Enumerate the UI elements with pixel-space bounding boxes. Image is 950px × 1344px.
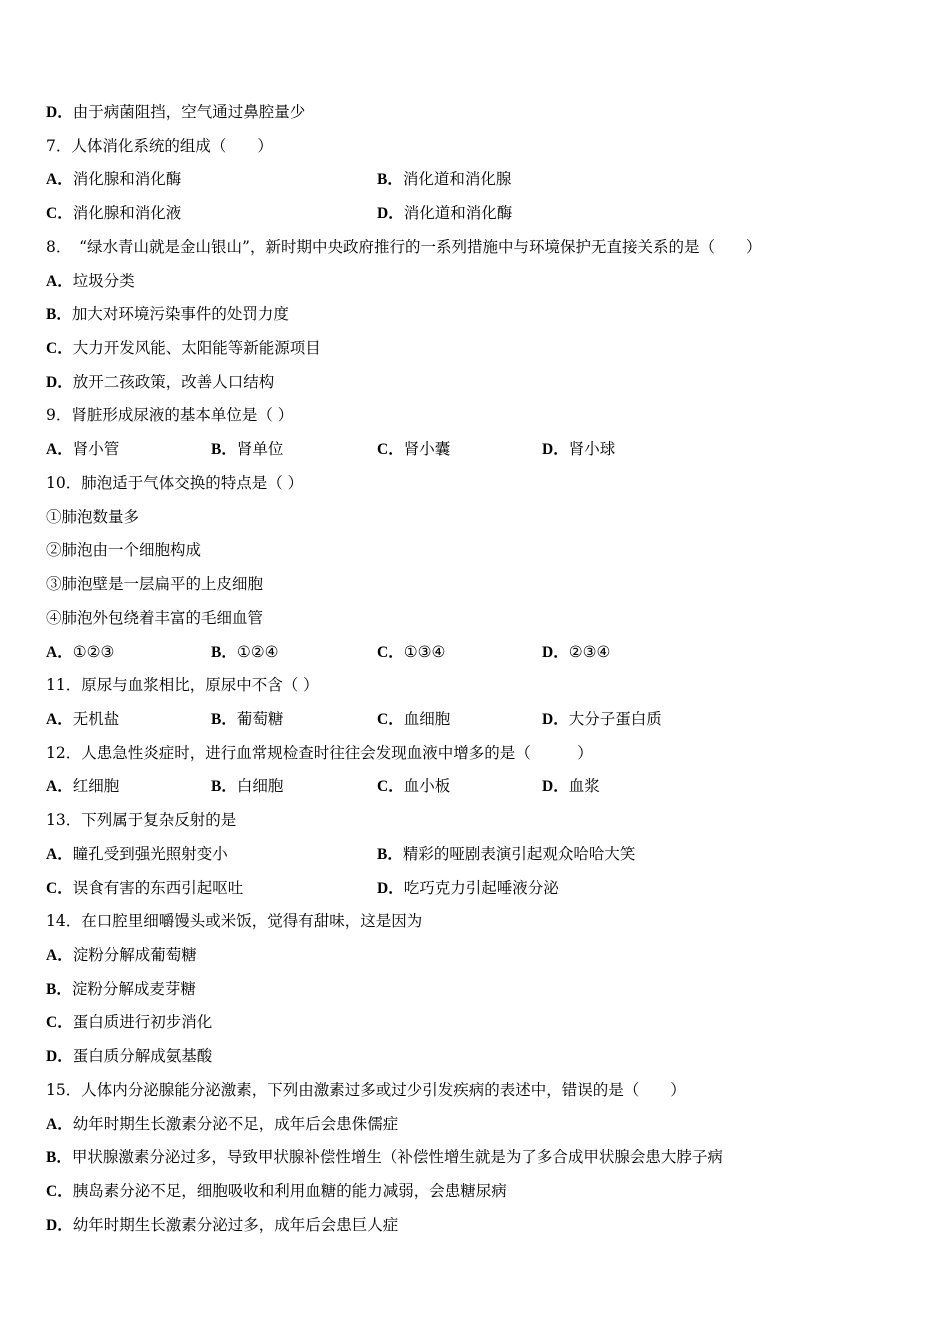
option-label: A． [46,441,73,458]
option-text: 淀粉分解成麦芽糖 [71,980,196,998]
option-text: 消化道和消化腺 [402,170,512,188]
answer-option [46,169,181,190]
option-label: A． [46,273,73,290]
option-label: B． [46,306,72,323]
answer-option [46,709,119,730]
answer-option [542,776,600,797]
option-text: 幼年时期生长激素分泌不足，成年后会患侏儒症 [72,1115,399,1133]
answer-option [46,338,321,359]
option-text: 胰岛素分泌不足，细胞吸收和利用血糖的能力减弱，会患糖尿病 [72,1182,507,1200]
question-stem: 14．在口腔里细嚼馒头或米饭，觉得有甜味，这是因为 [46,912,423,930]
answer-option [46,102,305,123]
option-text: 蛋白质分解成氨基酸 [72,1047,213,1065]
answer-option [46,203,181,224]
option-text: 红细胞 [72,777,120,795]
answer-option [377,439,450,460]
question-stem: 7．人体消化系统的组成（ ） [46,137,273,155]
question-stem: 13．下列属于复杂反射的是 [46,811,237,829]
answer-option [377,776,450,797]
question-text [46,237,761,257]
answer-option [377,203,512,224]
answer-option [542,439,615,460]
answer-option [542,709,662,730]
answer-option [46,979,196,1000]
option-label: A． [46,711,73,728]
option-text: 无机盐 [72,710,120,728]
question-stem: 10．肺泡适于气体交换的特点是（ ） [46,474,304,492]
question-text [46,405,293,425]
question-stem: ④肺泡外包绕着丰富的毛细血管 [46,609,264,627]
option-label: D． [377,205,404,222]
option-label: C． [377,441,404,458]
option-text: ①②③ [72,643,115,661]
answer-option [46,1215,398,1236]
option-text: 消化道和消化酶 [403,204,513,222]
answer-option [46,776,119,797]
question-text [46,574,263,594]
option-label: A． [46,1116,73,1133]
answer-option [377,878,559,899]
answer-option [211,776,283,797]
answer-option [377,709,450,730]
option-label: D． [46,374,73,391]
answer-option [542,642,610,663]
option-label: B． [46,1149,72,1166]
option-text: 肾小囊 [403,440,451,458]
question-stem: ①肺泡数量多 [46,508,140,526]
option-text: 甲状腺激素分泌过多，导致甲状腺补偿性增生（补偿性增生就是为了多合成甲状腺会患大脖子病 [71,1148,723,1166]
option-text: 淀粉分解成葡萄糖 [72,946,197,964]
answer-option [211,642,279,663]
option-label: C． [377,778,404,795]
question-stem: 12．人患急性炎症时，进行血常规检查时往往会发现血液中增多的是（ ） [46,744,593,762]
option-text: 吃巧克力引起唾液分泌 [403,879,559,897]
option-text: 由于病菌阻挡，空气通过鼻腔量少 [72,103,306,121]
option-label: D． [542,778,569,795]
option-text: 肾小管 [72,440,120,458]
option-text: 幼年时期生长激素分泌过多，成年后会患巨人症 [72,1216,399,1234]
option-label: D． [542,441,569,458]
option-label: D． [542,711,569,728]
question-stem: 8． “绿水青山就是金山银山”，新时期中央政府推行的一系列措施中与环境保护无直接关系的是（ ） [46,238,762,256]
option-text: 葡萄糖 [236,710,284,728]
answer-option [377,642,445,663]
answer-option [211,709,283,730]
option-label: C． [46,340,73,357]
question-text [46,675,319,695]
answer-option [46,271,135,292]
answer-option [46,1012,212,1033]
question-text [46,743,593,763]
question-text [46,1080,686,1100]
option-text: ②③④ [568,643,611,661]
option-text: 血小板 [403,777,451,795]
option-label: A． [46,778,73,795]
question-text [46,473,303,493]
option-label: D． [46,1048,73,1065]
question-stem: 15．人体内分泌腺能分泌激素，下列由激素过多或过少引发疾病的表述中，错误的是（ ） [46,1081,686,1099]
answer-option [46,1046,212,1067]
option-label: A． [46,947,73,964]
answer-option [46,304,289,325]
option-text: 精彩的哑剧表演引起观众哈哈大笑 [402,845,636,863]
option-label: B． [211,778,237,795]
option-label: B． [211,441,237,458]
answer-option [46,642,114,663]
option-text: 瞳孔受到强光照射变小 [72,845,228,863]
option-text: 肾小球 [568,440,616,458]
question-text [46,507,139,527]
option-label: A． [46,644,73,661]
option-label: C． [377,644,404,661]
option-label: A． [46,846,73,863]
question-stem: 11．原尿与血浆相比，原尿中不含（ ） [46,676,319,694]
option-text: 大力开发风能、太阳能等新能源项目 [72,339,321,357]
option-label: D． [377,880,404,897]
question-stem: 9．肾脏形成尿液的基本单位是（ ） [46,406,294,424]
option-label: D． [46,1217,73,1234]
answer-option [46,1147,723,1168]
option-label: C． [46,880,73,897]
option-text: 蛋白质进行初步消化 [72,1013,213,1031]
option-text: 垃圾分类 [72,272,135,290]
option-text: 白细胞 [236,777,284,795]
option-label: B． [377,846,403,863]
option-text: 误食有害的东西引起呕吐 [72,879,244,897]
option-label: C． [377,711,404,728]
option-label: C． [46,1014,73,1031]
option-label: B． [46,981,72,998]
option-text: 血浆 [568,777,600,795]
option-label: C． [46,205,73,222]
answer-option [46,878,243,899]
answer-option [46,844,228,865]
option-label: A． [46,171,73,188]
question-text [46,136,273,156]
option-text: 消化腺和消化液 [72,204,182,222]
question-text [46,911,422,931]
option-label: B． [211,711,237,728]
question-stem: ③肺泡壁是一层扁平的上皮细胞 [46,575,264,593]
answer-option [377,844,635,865]
question-text [46,540,201,560]
option-text: 加大对环境污染事件的处罚力度 [71,305,289,323]
option-text: ①③④ [403,643,446,661]
option-label: B． [377,171,403,188]
option-text: 血细胞 [403,710,451,728]
option-text: 肾单位 [236,440,284,458]
answer-option [46,372,274,393]
question-text [46,608,263,628]
option-text: 放开二孩政策，改善人口结构 [72,373,275,391]
answer-option [377,169,511,190]
option-text: ①②④ [236,643,279,661]
option-text: 大分子蛋白质 [568,710,662,728]
option-label: D． [46,104,73,121]
option-label: B． [211,644,237,661]
question-text [46,810,236,830]
option-label: C． [46,1183,73,1200]
option-text: 消化腺和消化酶 [72,170,182,188]
question-stem: ②肺泡由一个细胞构成 [46,541,202,559]
answer-option [46,945,197,966]
answer-option [46,1181,507,1202]
answer-option [46,439,119,460]
answer-option [46,1114,398,1135]
option-label: D． [542,644,569,661]
answer-option [211,439,283,460]
